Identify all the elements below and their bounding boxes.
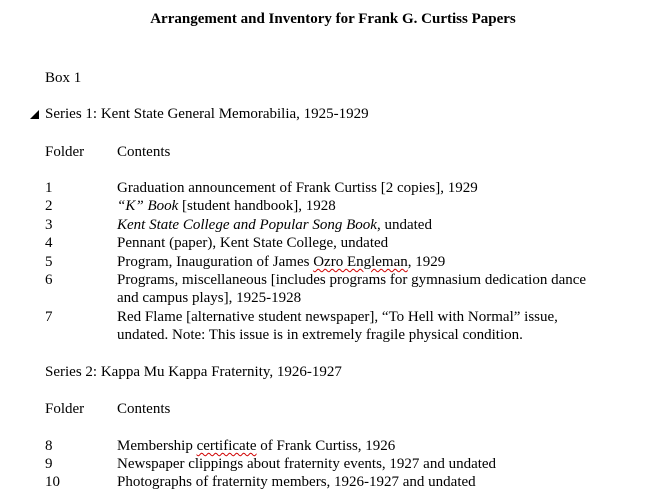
collapse-triangle-icon[interactable] xyxy=(30,110,39,119)
folder-contents xyxy=(117,308,607,344)
folder-contents-line-2: and campus plays], 1925-1928 xyxy=(117,290,302,306)
column-header-folder: Folder xyxy=(45,144,85,160)
folder-contents-line-1: Programs, miscellaneous [includes programs for gymnasium dedication dance xyxy=(117,272,587,288)
column-header-contents: Contents xyxy=(117,401,171,417)
folder-contents-rest: [student handbook], 1928 xyxy=(178,198,336,214)
column-header-folder: Folder xyxy=(45,401,85,417)
box-label: Box 1 xyxy=(45,70,82,86)
folder-number: 10 xyxy=(45,474,60,490)
column-header-contents: Contents xyxy=(117,144,171,160)
folder-contents xyxy=(117,271,607,307)
folder-contents-line-1: Red Flame [alternative student newspaper], “To Hell with Normal” issue, xyxy=(117,309,558,325)
folder-contents xyxy=(117,197,607,215)
folder-number: 2 xyxy=(45,198,53,214)
folder-contents-before: Membership xyxy=(117,438,197,454)
spellcheck-flagged-text[interactable]: Ozro Engleman xyxy=(313,254,408,270)
folder-contents: Graduation announcement of Frank Curtiss [2 copies], 1929 xyxy=(117,180,478,196)
folder-contents-after: of Frank Curtiss, 1926 xyxy=(256,438,396,454)
folder-number: 7 xyxy=(45,309,53,325)
folder-contents-italic: Kent State College and Popular Song Book xyxy=(117,217,377,233)
folder-contents xyxy=(117,437,607,455)
folder-contents-before: Program, Inauguration of James xyxy=(117,254,314,270)
folder-number: 5 xyxy=(45,254,53,270)
folder-contents: Pennant (paper), Kent State College, undated xyxy=(117,235,389,251)
folder-number: 9 xyxy=(45,456,53,472)
folder-contents-rest: , undated xyxy=(376,217,432,233)
folder-contents-italic: “K” Book xyxy=(117,198,179,214)
folder-number: 3 xyxy=(45,217,53,233)
series-1-heading: Series 1: Kent State General Memorabilia, 1925-1929 xyxy=(45,106,369,122)
folder-contents xyxy=(117,216,607,234)
series-2-heading: Series 2: Kappa Mu Kappa Fraternity, 1926-1927 xyxy=(45,364,342,380)
folder-contents xyxy=(117,253,607,271)
folder-number: 1 xyxy=(45,180,53,196)
spellcheck-flagged-text[interactable]: certificate xyxy=(196,438,257,454)
folder-number: 8 xyxy=(45,438,53,454)
folder-contents-line-2: undated. Note: This issue is in extremely fragile physical condition. xyxy=(117,327,523,343)
folder-number: 4 xyxy=(45,235,53,251)
folder-contents-after: , 1929 xyxy=(407,254,446,270)
folder-number: 6 xyxy=(45,272,53,288)
folder-contents: Newspaper clippings about fraternity events, 1927 and undated xyxy=(117,456,497,472)
folder-contents: Photographs of fraternity members, 1926-1927 and undated xyxy=(117,474,476,490)
document-title: Arrangement and Inventory for Frank G. Curtiss Papers xyxy=(150,11,516,27)
